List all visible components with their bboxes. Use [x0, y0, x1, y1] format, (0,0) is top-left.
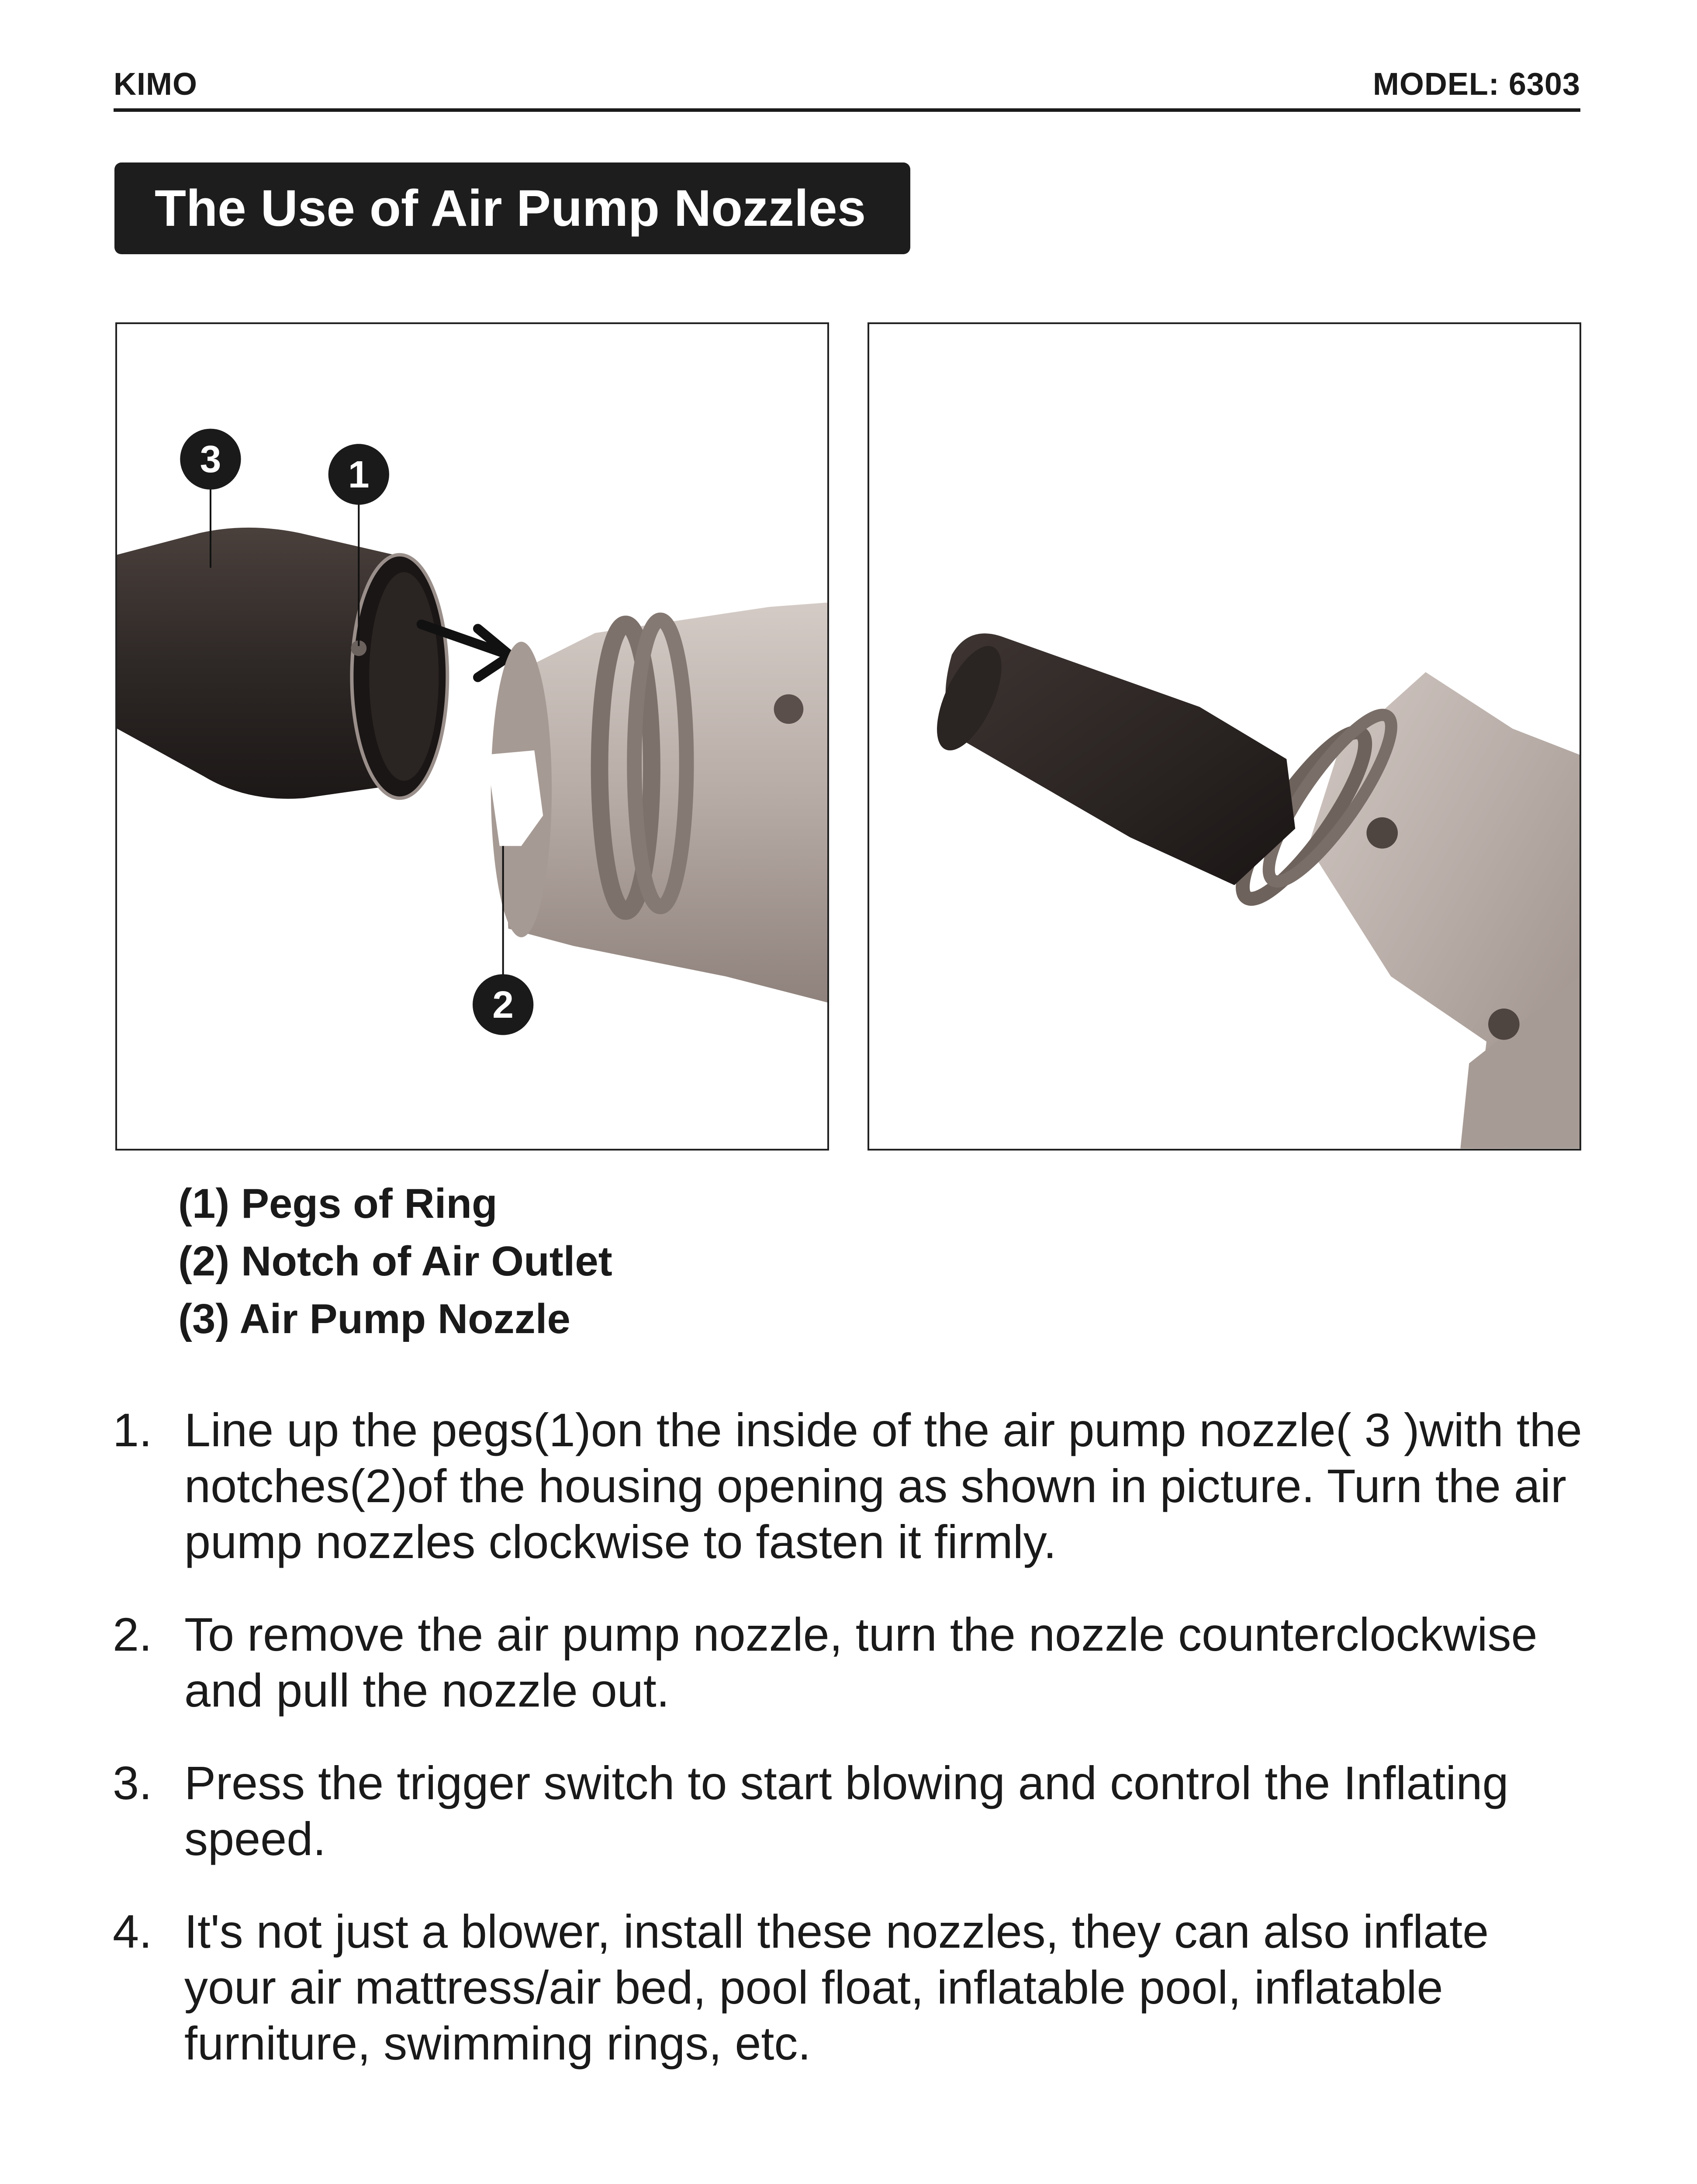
- assembled-illustration: [868, 322, 1581, 1151]
- step-number: 3.: [113, 1756, 152, 1809]
- instruction-step: [113, 1607, 1585, 1718]
- instruction-step: [113, 1904, 1585, 2071]
- instruction-step: [113, 1402, 1585, 1570]
- callout-2: [473, 974, 533, 1035]
- section-title: [114, 162, 910, 254]
- section-title-text: The Use of Air Pump Nozzles: [155, 180, 866, 237]
- step-text: Press the trigger switch to start blowing and control the Inflating speed.: [184, 1756, 1509, 1865]
- model-number: MODEL: 6303: [1372, 67, 1580, 102]
- legend-item-nozzle: (3) Air Pump Nozzle: [178, 1296, 570, 1342]
- callout-1: [328, 444, 389, 505]
- step-number: 4.: [113, 1905, 152, 1958]
- header-rule: [114, 108, 1580, 112]
- step-number: 2.: [113, 1608, 152, 1661]
- svg-text:1: 1: [348, 453, 370, 496]
- legend-item-notch: (2) Notch of Air Outlet: [178, 1238, 612, 1285]
- step-text: It's not just a blower, install these nozzles, they can also inflate your air mattress/air bed, pool float, inflatable pool, inflatable furniture, swimming rings, etc.: [184, 1905, 1489, 2070]
- step-text: Line up the pegs(1)on the inside of the air pump nozzle( 3 )with the notches(2)of the housing opening as shown in picture. Turn the air pump nozzles clockwise to fasten it firmly.: [184, 1403, 1582, 1568]
- legend-item-pegs: (1) Pegs of Ring: [178, 1180, 498, 1227]
- nozzle-installed-drawing: [869, 324, 1579, 1149]
- instruction-list: [113, 1402, 1585, 2108]
- svg-text:3: 3: [200, 437, 221, 480]
- figure-legend: [178, 1175, 612, 1348]
- callout-3: [180, 429, 241, 489]
- step-number: 1.: [113, 1403, 152, 1456]
- nozzle-exploded-drawing: [117, 324, 827, 1149]
- assembly-illustration: [115, 322, 829, 1151]
- instruction-step: [113, 1755, 1585, 1867]
- brand-name: KIMO: [114, 67, 197, 102]
- step-text: To remove the air pump nozzle, turn the nozzle counterclockwise and pull the nozzle out.: [184, 1608, 1538, 1717]
- svg-text:2: 2: [492, 983, 514, 1026]
